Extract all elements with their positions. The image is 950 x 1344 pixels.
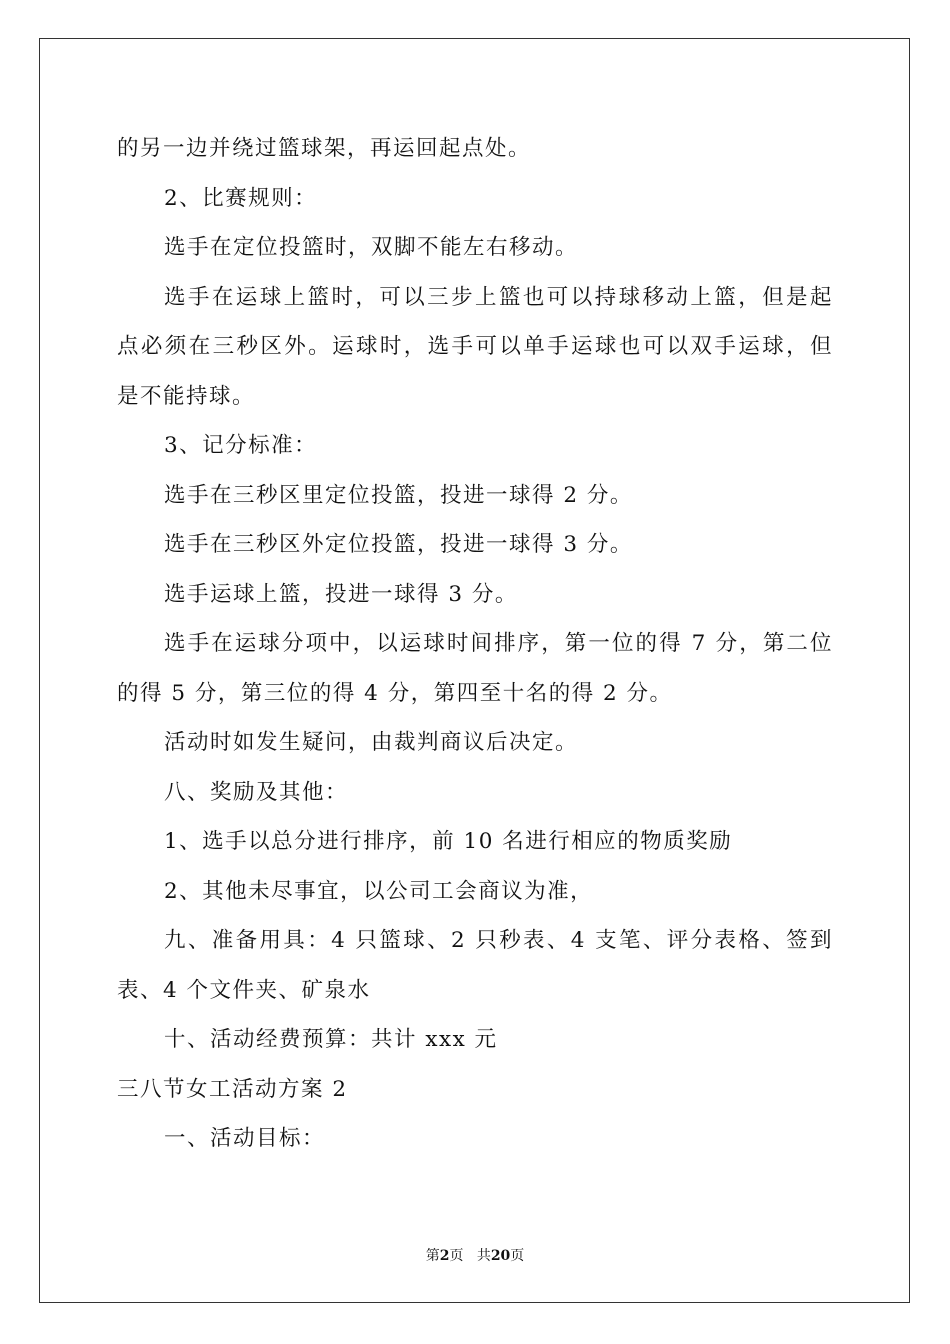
footer-total-pages: 20 (490, 1248, 511, 1264)
footer-total-prefix: 共 (476, 1248, 491, 1264)
footer-page-number: 2 (439, 1248, 450, 1264)
text-line: 选手在定位投篮时，双脚不能左右移动。 (164, 235, 579, 260)
footer-total-unit: 页 (510, 1248, 525, 1264)
text-line: 表、4 个文件夹、矿泉水 (117, 977, 371, 1003)
text-line: 是不能持球。 (117, 383, 256, 409)
footer-page-unit: 页 (449, 1248, 464, 1264)
document-title: 三八节女工活动方案 2 (117, 1076, 348, 1102)
footer-prefix: 第 (425, 1248, 440, 1264)
text-line: 的另一边并绕过篮球架，再运回起点处。 (117, 136, 532, 161)
section-heading: 九、准备用具：4 只篮球、2 只秒表、4 支笔、评分表格、签到 (164, 928, 833, 953)
text-line: 的得 5 分，第三位的得 4 分，第四至十名的得 2 分。 (117, 680, 673, 706)
text-line: 2、其他未尽事宜，以公司工会商议为准， (164, 878, 594, 904)
section-heading: 3、记分标准： (164, 433, 318, 458)
text-line: 点必须在三秒区外。运球时，选手可以单手运球也可以双手运球，但 (117, 334, 833, 359)
text-line: 选手在运球分项中，以运球时间排序，第一位的得 7 分，第二位 (164, 631, 833, 656)
page-footer (0, 1246, 950, 1266)
text-line: 选手在运球上篮时，可以三步上篮也可以持球移动上篮，但是起 (164, 284, 833, 310)
text-line: 选手在三秒区外定位投篮，投进一球得 3 分。 (164, 532, 633, 557)
section-heading: 八、奖励及其他： (164, 779, 349, 805)
section-heading: 2、比赛规则： (164, 185, 318, 211)
text-line: 选手在三秒区里定位投篮，投进一球得 2 分。 (164, 482, 633, 508)
document-body (117, 124, 833, 1164)
section-heading: 一、活动目标： (164, 1126, 326, 1151)
section-heading: 十、活动经费预算：共计 xxx 元 (164, 1027, 498, 1052)
text-line: 1、选手以总分进行排序，前 10 名进行相应的物质奖励 (164, 829, 733, 854)
text-line: 活动时如发生疑问，由裁判商议后决定。 (164, 730, 579, 755)
text-line: 选手运球上篮，投进一球得 3 分。 (164, 581, 518, 607)
